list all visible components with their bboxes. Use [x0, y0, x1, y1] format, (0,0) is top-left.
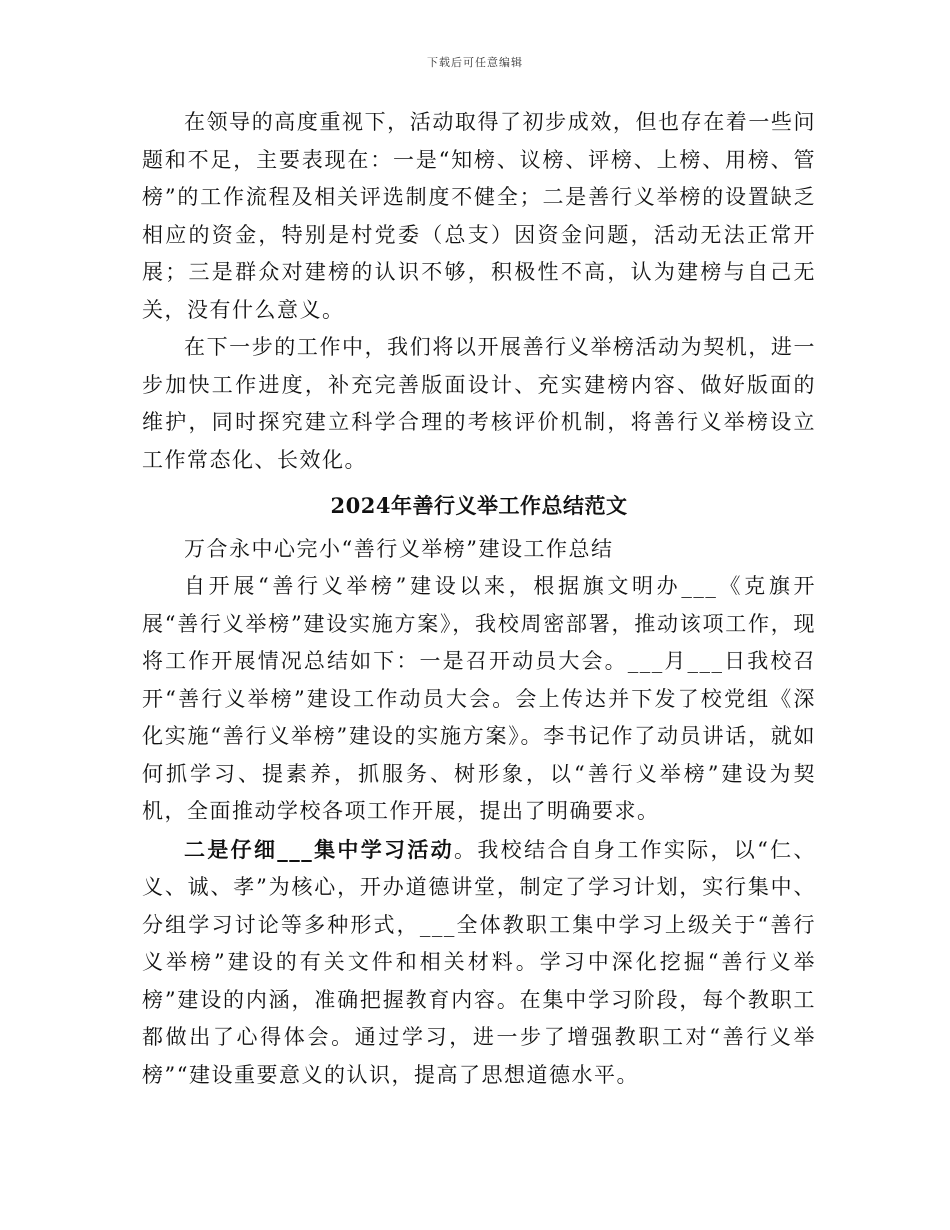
paragraph-next-steps: 在下一步的工作中，我们将以开展善行义举榜活动为契机，进一步加快工作进度，补充完善版面设计、充实建榜内容、做好版面的维护，同时探究建立科学合理的考核评价机制，将善行义举榜设立工作常态化、长效化。: [142, 335, 816, 472]
study-text: 。我校结合自身工作实际，以“仁、义、诚、孝”为核心，开办道德讲堂，制定了学习计划，实行集中、分组学习讨论等多种形式，___全体教职工集中学习上级关于“善行义举榜”建设的有关文件和相关材料。学习中深化挖掘“善行义举榜”建设的内涵，准确把握教育内容。在集中学习阶段，每个教职工都做出了心得体会。通过学习，进一步了增强教职工对“善行义举榜”“建设重要意义的认识，提高了思想道德水平。: [142, 837, 816, 1087]
paragraph-mobilization: 自开展“善行义举榜”建设以来，根据旗文明办___《克旗开展“善行义举榜”建设实施方案》，我校周密部署，推动该项工作，现将工作开展情况总结如下：一是召开动员大会。___月___日我校召开“善行义举榜”建设工作动员大会。会上传达并下发了校党组《深化实施“善行义举榜”建设的实施方案》。李书记作了动员讲话，就如何抓学习、提素养，抓服务、树形象，以“善行义举榜”建设为契机，全面推动学校各项工作开展，提出了明确要求。: [142, 574, 816, 823]
study-heading: 二是仔细___集中学习活动: [184, 836, 454, 862]
document-subtitle: 万合永中心完小“善行义举榜”建设工作总结: [184, 536, 614, 561]
page-header: 下载后可任意编辑: [427, 56, 523, 69]
document-title: 2024年善行义举工作总结范文: [330, 493, 628, 518]
paragraph-study: [142, 831, 816, 1095]
document-body: [142, 104, 816, 1094]
paragraph-problems: 在领导的高度重视下，活动取得了初步成效，但也存在着一些问题和不足，主要表现在：一是“知榜、议榜、评榜、上榜、用榜、管榜”的工作流程及相关评选制度不健全；二是善行义举榜的设置缺乏相应的资金，特别是村党委（总支）因资金问题，活动无法正常开展；三是群众对建榜的认识不够，积极性不高，认为建榜与自己无关，没有什么意义。: [142, 110, 816, 322]
